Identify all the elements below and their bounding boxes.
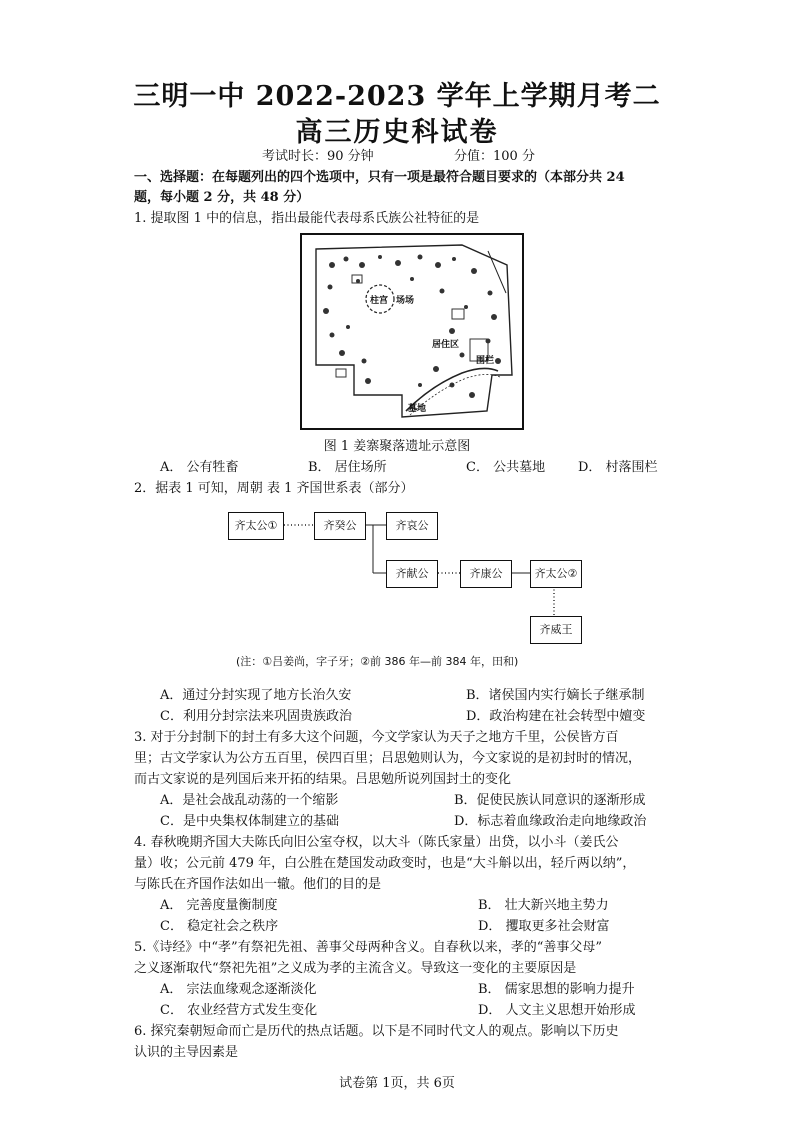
lineage-node-qi-taigong-2: 齐太公② xyxy=(530,560,582,588)
q4-option-b: B． 壮大新兴地主势力 xyxy=(478,898,609,913)
q4-stem-line1: 4. 春秋晚期齐国大夫陈氏向旧公室夺权，以大斗（陈氏家量）出贷，以小斗（姜氏公 xyxy=(134,835,619,850)
exam-score: 分值：100 分 xyxy=(454,149,535,164)
q3-stem-line3: 而古文家说的是列国后来开拓的结果。吕思勉所说列国封土的变化 xyxy=(134,772,512,787)
q3-stem-line2: 里；古文学家认为公方五百里，侯四百里；吕思勉则认为，今文家说的是初封时的情况， xyxy=(134,751,642,766)
lineage-node-qi-xiangong: 齐献公 xyxy=(386,560,438,588)
exam-duration: 考试时长：90 分钟 xyxy=(262,149,374,164)
q4-option-d: D． 攫取更多社会财富 xyxy=(478,919,610,934)
page-footer: 试卷第 1页，共 6页 xyxy=(339,1076,455,1091)
map-label-plaza-rest: 场场 xyxy=(396,296,415,306)
q4-option-a: A． 完善度量衡制度 xyxy=(160,898,278,913)
q3-option-b: B．促使民族认同意识的逐渐形成 xyxy=(454,793,646,808)
map-label-residence: 居住区 xyxy=(432,340,460,350)
exam-title-subject: 高三历史科试卷 xyxy=(295,117,499,148)
lineage-node-qi-aigong: 齐哀公 xyxy=(386,512,438,540)
lineage-node-qi-kanggong: 齐康公 xyxy=(460,560,512,588)
site-map-drawing xyxy=(302,235,522,428)
section-instructions-line1: 一、选择题：在每题列出的四个选项中，只有一项是最符合题目要求的（本部分共 24 xyxy=(134,170,625,185)
q5-option-c: C． 农业经营方式发生变化 xyxy=(160,1003,318,1018)
q1-stem: 1. 提取图 1 中的信息，指出最能代表母系氏族公社特征的是 xyxy=(134,211,480,226)
qi-lineage-table xyxy=(228,508,588,648)
q6-stem-line2: 认识的主导因素是 xyxy=(134,1045,239,1060)
q5-option-d: D． 人文主义思想开始形成 xyxy=(478,1003,636,1018)
q3-option-c: C．是中央集权体制建立的基础 xyxy=(160,814,339,829)
q5-stem-line1: 5.《诗经》中“孝”有祭祀先祖、善事父母两种含义。自春秋以来，孝的“善事父母” xyxy=(134,940,602,955)
section-instructions-line2: 题，每小题 2 分，共 48 分） xyxy=(134,190,310,205)
q3-option-a: A．是社会战乱动荡的一个缩影 xyxy=(160,793,339,808)
jiangzhai-site-map xyxy=(300,233,524,430)
lineage-node-qi-taigong-1: 齐太公① xyxy=(228,512,284,540)
map-label-fence: 围栏 xyxy=(476,356,495,366)
q2-option-d: D．政治构建在社会转型中嬗变 xyxy=(466,709,646,724)
q5-option-a: A． 宗法血缘观念逐渐淡化 xyxy=(160,982,317,997)
q2-option-b: B．诸侯国内实行嫡长子继承制 xyxy=(466,688,645,703)
q1-option-a: A． 公有牲畜 xyxy=(160,460,239,475)
q1-option-c: C． 公共墓地 xyxy=(466,460,546,475)
q2-stem: 2．据表 1 可知，周朝 表 1 齐国世系表（部分） xyxy=(134,481,414,496)
lineage-table-note: (注：①吕姜尚，字子牙；②前 386 年—前 384 年，田和) xyxy=(236,655,519,668)
map-label-plaza: 柱宫 xyxy=(370,296,389,306)
q3-stem-line1: 3. 对于分封制下的封土有多大这个问题，今文学家认为天子之地方千里，公侯皆方百 xyxy=(134,730,619,745)
q6-stem-line1: 6. 探究秦朝短命而亡是历代的热点话题。以下是不同时代文人的观点。影响以下历史 xyxy=(134,1024,619,1039)
q5-option-b: B． 儒家思想的影响力提升 xyxy=(478,982,635,997)
q4-stem-line2: 量）收；公元前 479 年，白公胜在楚国发动政变时，也是“大斗斛以出，轻斤两以纳”， xyxy=(134,856,636,871)
q2-option-a: A．通过分封实现了地方长治久安 xyxy=(160,688,352,703)
map-label-cemetery: 墓地 xyxy=(408,404,427,414)
q1-option-d: D． 村落围栏 xyxy=(578,460,658,475)
lineage-node-qi-guigong: 齐癸公 xyxy=(314,512,366,540)
q4-option-c: C． 稳定社会之秩序 xyxy=(160,919,279,934)
q1-option-b: B． 居住场所 xyxy=(308,460,387,475)
q2-option-c: C．利用分封宗法来巩固贵族政治 xyxy=(160,709,352,724)
lineage-node-qi-weiwang: 齐威王 xyxy=(530,616,582,644)
q4-stem-line3: 与陈氏在齐国作法如出一辙。他们的目的是 xyxy=(134,877,382,892)
figure1-caption: 图 1 姜寨聚落遗址示意图 xyxy=(323,439,471,454)
q3-option-d: D．标志着血缘政治走向地缘政治 xyxy=(454,814,647,829)
q5-stem-line2: 之义逐渐取代“祭祀先祖”之义成为孝的主流含义。导致这一变化的主要原因是 xyxy=(134,961,577,976)
exam-title-school: 三明一中 2022-2023 学年上学期月考二 xyxy=(133,81,661,112)
